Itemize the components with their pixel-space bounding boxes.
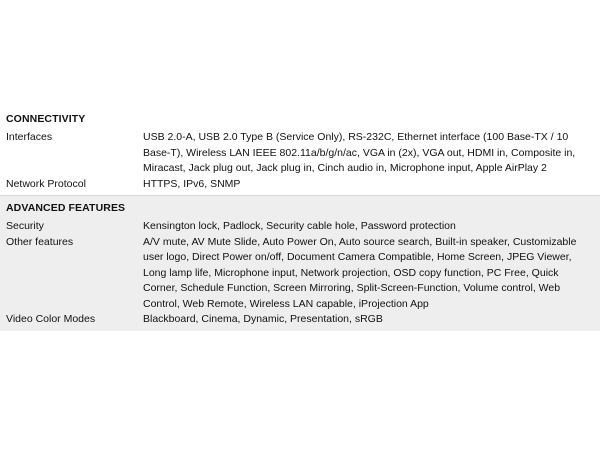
spec-label: Security <box>6 220 44 232</box>
spec-row-video-color-modes <box>0 312 600 328</box>
spec-value: A/V mute, AV Mute Slide, Auto Power On, Auto source search, Built-in speaker, Customizable user logo, Direct Power on/off, Document Camera Compatible, Home Screen, JPEG Viewer, Long lamp life, Microphone input, Network projection, OSD copy function, PC Free, Quick Corner, Schedule Function, Screen Mirroring, Split-Screen-Function, Volume control, Web Control, Web Remote, Wireless LAN capable, iProjection App <box>143 235 577 310</box>
spec-label: Other features <box>6 235 74 248</box>
section-title: ADVANCED FEATURES <box>6 202 126 214</box>
spec-value: Blackboard, Cinema, Dynamic, Presentation, sRGB <box>143 313 383 325</box>
section-connectivity <box>0 107 600 195</box>
spec-sheet <box>0 107 600 331</box>
section-title: CONNECTIVITY <box>6 113 86 125</box>
spacer <box>0 328 600 331</box>
spec-label: Interfaces <box>6 131 53 143</box>
spec-label: Video Color Modes <box>6 313 96 325</box>
spec-value: Kensington lock, Padlock, Security cable hole, Password protection <box>143 220 456 232</box>
spec-row-security <box>0 219 600 235</box>
spec-row-other-features <box>0 235 600 313</box>
spec-row-network-protocol <box>0 177 600 193</box>
spec-row-interfaces <box>0 130 600 177</box>
section-advanced-features <box>0 195 600 331</box>
spec-value: HTTPS, IPv6, SNMP <box>143 177 241 190</box>
spec-label: Network Protocol <box>6 177 86 190</box>
spec-value: USB 2.0-A, USB 2.0 Type B (Service Only), RS-232C, Ethernet interface (100 Base-TX / 10 Base-T), Wireless LAN IEEE 802.11a/b/g/n/ac, VGA in (2x), VGA out, HDMI in, Composite in, Miracast, Jack plug out, Jack plug in, Cinch audio in, Microphone input, Apple AirPlay 2 <box>143 131 576 174</box>
